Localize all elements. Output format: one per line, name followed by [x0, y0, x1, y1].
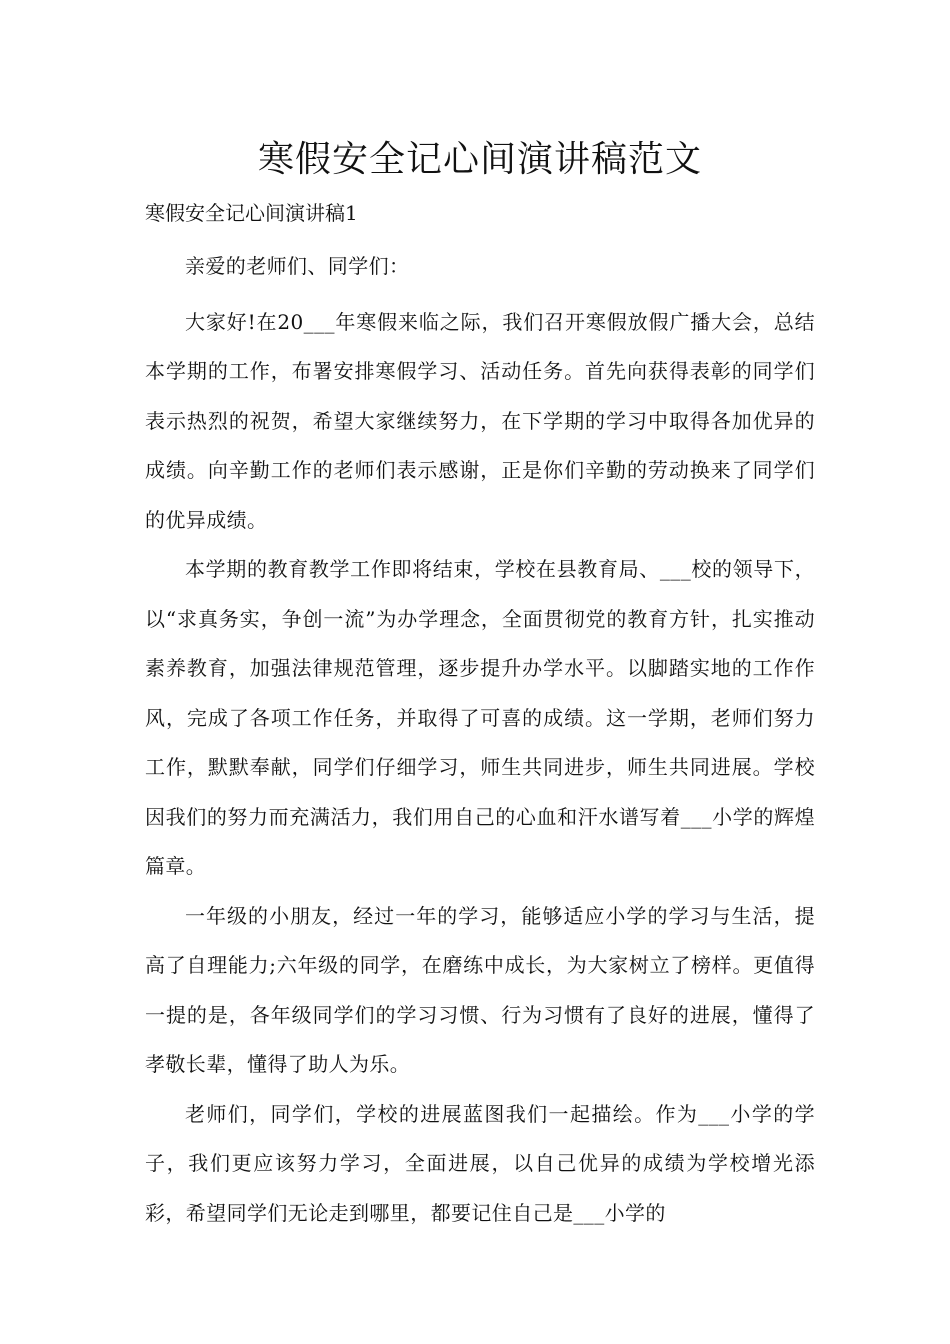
document-body: [145, 120, 815, 1238]
document-title: 寒假安全记心间演讲稿范文: [257, 139, 702, 180]
body-paragraph-4: 老师们，同学们，学校的进展蓝图我们一起描绘。作为___小学的学子，我们更应该努力学习，全面进展，以自己优异的成绩为学校增光添彩，希望同学们无论走到哪里，都要记住自己是___小学的: [145, 1101, 815, 1225]
document-subtitle: 寒假安全记心间演讲稿1: [145, 201, 358, 225]
body-paragraph-3: 一年级的小朋友，经过一年的学习，能够适应小学的学习与生活，提高了自理能力;六年级的同学，在磨练中成长，为大家树立了榜样。更值得一提的是，各年级同学们的学习习惯、行为习惯有了良好的进展，懂得了孝敬长辈，懂得了助人为乐。: [145, 903, 815, 1076]
body-paragraph-2: 本学期的教育教学工作即将结束，学校在县教育局、___校的领导下，以“求真务实，争创一流”为办学理念，全面贯彻党的教育方针，扎实推动素养教育，加强法律规范管理，逐步提升办学水平。以脚踏实地的工作作风，完成了各项工作任务，并取得了可喜的成绩。这一学期，老师们努力工作，默默奉献，同学们仔细学习，师生共同进步，师生共同进展。学校因我们的努力而充满活力，我们用自己的心血和汗水谱写着___小学的辉煌篇章。: [145, 557, 815, 878]
body-paragraph-1: 大家好!在20___年寒假来临之际，我们召开寒假放假广播大会，总结本学期的工作，布署安排寒假学习、活动任务。首先向获得表彰的同学们表示热烈的祝贺，希望大家继续努力，在下学期的学习中取得各加优异的成绩。向辛勤工作的老师们表示感谢，正是你们辛勤的劳动换来了同学们的优异成绩。: [145, 309, 815, 532]
greeting-paragraph: 亲爱的老师们、同学们：: [185, 254, 410, 278]
